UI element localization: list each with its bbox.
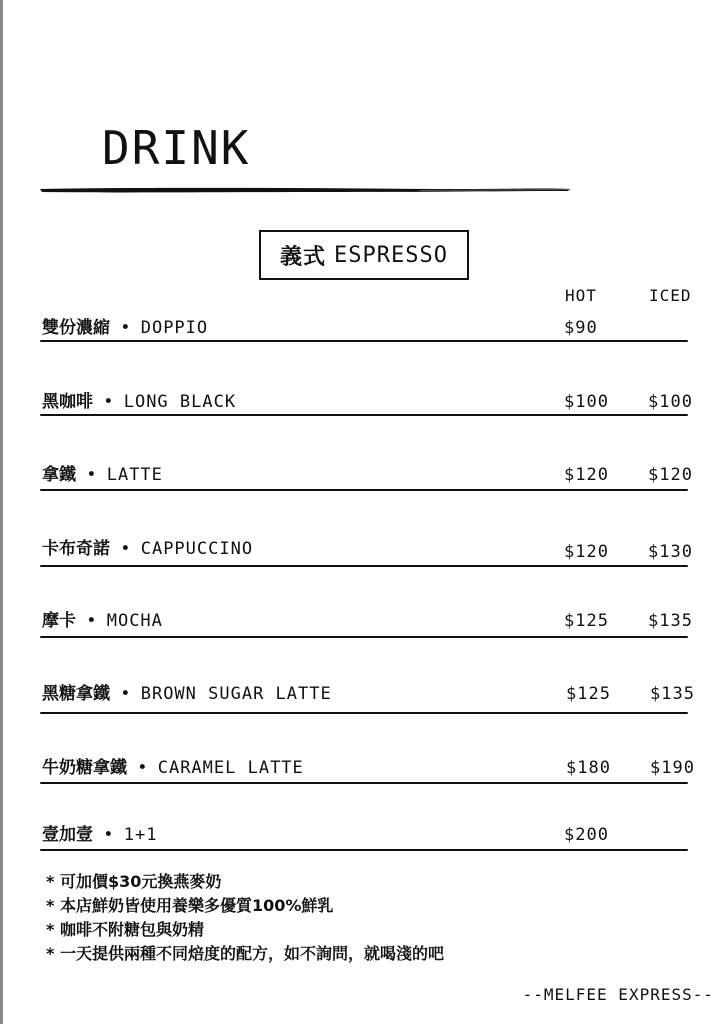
price-iced: $135 xyxy=(650,684,695,704)
item-name-zh: 黑咖啡 xyxy=(42,392,93,412)
menu-item xyxy=(40,463,693,487)
item-name-zh: 卡布奇諾 xyxy=(42,539,110,559)
price-iced: $130 xyxy=(648,542,693,562)
item-name-zh: 摩卡 xyxy=(42,611,76,631)
section-header xyxy=(259,230,469,280)
price-hot: $90 xyxy=(564,318,598,338)
menu-item xyxy=(40,823,688,847)
row-divider xyxy=(40,565,688,567)
item-separator: • xyxy=(93,825,124,845)
row-divider xyxy=(40,782,688,784)
column-header-hot: HOT xyxy=(565,286,597,305)
notes xyxy=(46,870,444,966)
section-title-en: ESPRESSO xyxy=(334,242,448,268)
price-hot: $120 xyxy=(564,542,609,562)
price-hot: $125 xyxy=(564,611,609,631)
note-line: * 可加價$30元換燕麥奶 xyxy=(46,872,222,891)
item-name-en: LONG BLACK xyxy=(123,392,237,412)
menu-item xyxy=(40,756,695,780)
row-divider xyxy=(40,636,688,638)
section-title-zh: 義式 xyxy=(280,244,327,270)
item-name-en: MOCHA xyxy=(106,611,163,631)
column-header-iced: ICED xyxy=(649,286,692,305)
page-edge xyxy=(0,0,3,1024)
item-separator: • xyxy=(110,539,141,559)
item-name-en: CAPPUCCINO xyxy=(140,539,254,559)
item-name-zh: 壹加壹 xyxy=(42,825,93,845)
price-iced: $100 xyxy=(648,392,693,412)
menu-item xyxy=(40,537,693,562)
item-name-zh: 拿鐵 xyxy=(42,465,76,485)
item-separator: • xyxy=(110,318,141,338)
item-separator: • xyxy=(76,465,107,485)
price-iced: $120 xyxy=(648,465,693,485)
row-divider xyxy=(40,712,688,714)
menu-item xyxy=(40,609,693,633)
title-underline xyxy=(40,183,570,197)
item-name-en: DOPPIO xyxy=(140,318,209,338)
item-name-zh: 黑糖拿鐵 xyxy=(42,684,110,704)
price-hot: $100 xyxy=(564,392,609,412)
item-separator: • xyxy=(93,392,124,412)
row-divider xyxy=(40,340,688,342)
row-divider xyxy=(40,489,688,491)
price-hot: $120 xyxy=(564,465,609,485)
item-name-zh: 牛奶糖拿鐵 xyxy=(42,758,127,778)
price-iced: $135 xyxy=(648,611,693,631)
item-separator: • xyxy=(110,684,141,704)
menu-item xyxy=(40,316,688,340)
menu-item xyxy=(40,682,695,706)
item-name-zh: 雙份濃縮 xyxy=(42,318,110,338)
item-name-en: CARAMEL LATTE xyxy=(157,758,304,778)
footer-brand: --MELFEE EXPRESS-- xyxy=(522,985,714,1004)
item-name-en: BROWN SUGAR LATTE xyxy=(140,684,332,704)
item-separator: • xyxy=(76,611,107,631)
menu-item xyxy=(40,390,693,414)
page-title: DRINK xyxy=(102,121,251,175)
price-hot: $200 xyxy=(564,825,609,845)
row-divider xyxy=(40,414,688,416)
row-divider xyxy=(40,849,688,851)
note-line: * 本店鮮奶皆使用養樂多優質100%鮮乳 xyxy=(46,896,334,915)
item-name-en: 1+1 xyxy=(123,825,158,845)
price-iced: $190 xyxy=(650,758,695,778)
item-separator: • xyxy=(127,758,158,778)
note-line: * 一天提供兩種不同焙度的配方，如不詢問，就喝淺的吧 xyxy=(46,944,444,963)
price-hot: $125 xyxy=(566,684,611,704)
item-name-en: LATTE xyxy=(106,465,163,485)
note-line: * 咖啡不附糖包與奶精 xyxy=(46,920,204,939)
price-hot: $180 xyxy=(566,758,611,778)
